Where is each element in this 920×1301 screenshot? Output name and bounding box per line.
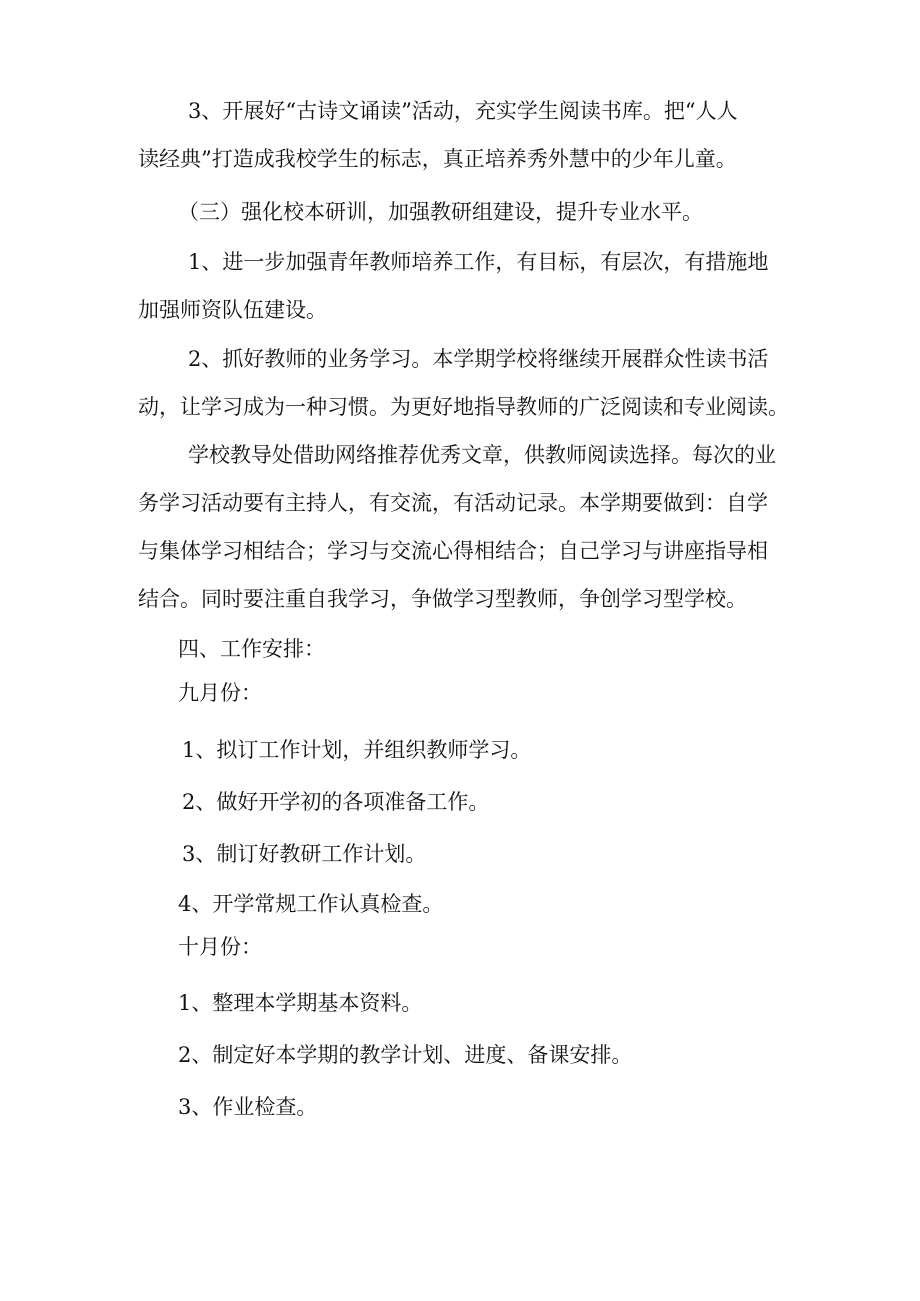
paragraph-line: 3、开展好“古诗文诵读”活动，充实学生阅读书库。把“人人 <box>188 99 738 123</box>
list-item: 2、制定好本学期的教学计划、进度、备课安排。 <box>178 1043 633 1067</box>
list-item: 2、做好开学初的各项准备工作。 <box>182 790 490 814</box>
list-item: 1、整理本学期基本资料。 <box>178 991 423 1015</box>
list-item: 1、拟订工作计划，并组织教师学习。 <box>182 738 532 762</box>
paragraph-line: 动，让学习成为一种习惯。为更好地指导教师的广泛阅读和专业阅读。 <box>138 395 789 419</box>
list-item: 3、作业检查。 <box>178 1095 318 1119</box>
paragraph-line: 加强师资队伍建设。 <box>138 298 327 322</box>
section-heading: 四、工作安排： <box>178 637 325 661</box>
paragraph-line: 1、进一步加强青年教师培养工作，有目标，有层次，有措施地 <box>188 250 769 274</box>
paragraph-line: 学校教导处借助网络推荐优秀文章，供教师阅读选择。每次的业 <box>188 443 776 467</box>
paragraph-line: 结合。同时要注重自我学习，争做学习型教师，争创学习型学校。 <box>138 587 747 611</box>
list-item: 3、制订好教研工作计划。 <box>182 842 427 866</box>
paragraph-line: 2、抓好教师的业务学习。本学期学校将继续开展群众性读书活 <box>188 347 769 371</box>
paragraph-line: 读经典”打造成我校学生的标志，真正培养秀外慧中的少年儿童。 <box>138 147 737 171</box>
paragraph-line: 与集体学习相结合；学习与交流心得相结合；自己学习与讲座指导相 <box>138 539 768 563</box>
paragraph-line: 务学习活动要有主持人，有交流，有活动记录。本学期要做到：自学 <box>138 491 768 515</box>
list-item: 4、开学常规工作认真检查。 <box>178 892 444 916</box>
month-title-september: 九月份： <box>178 681 262 705</box>
month-title-october: 十月份： <box>178 935 262 959</box>
section-subheading: （三）强化校本研训，加强教研组建设，提升专业水平。 <box>178 200 703 224</box>
